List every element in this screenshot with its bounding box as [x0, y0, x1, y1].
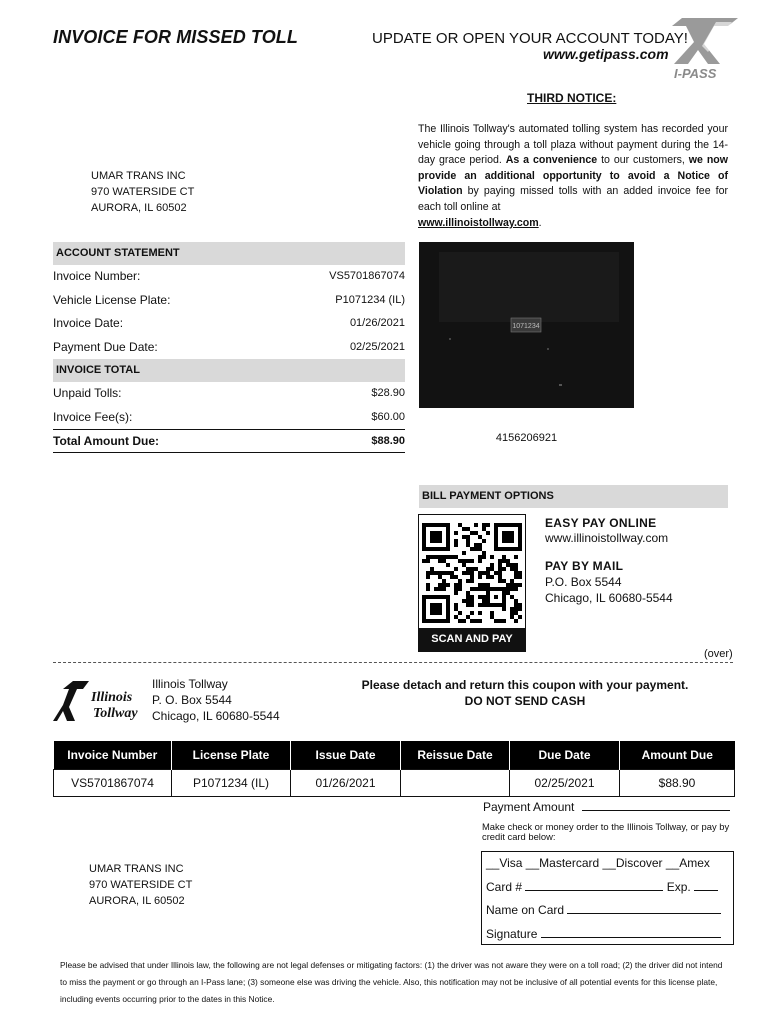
statement-value: VS5701867074: [329, 270, 405, 282]
easy-pay-heading: EASY PAY ONLINE: [545, 516, 657, 530]
qr-code-box[interactable]: [418, 514, 526, 652]
detach-line: [53, 662, 733, 663]
total-amount-due-row: [53, 429, 405, 453]
statement-value: 01/26/2021: [349, 317, 405, 329]
vehicle-photo: [419, 242, 634, 408]
tollway-city: Chicago, IL 60680-5544: [152, 709, 280, 723]
coupon-customer-city: AURORA, IL 60502: [89, 895, 185, 907]
col-invoice-number: Invoice Number: [54, 741, 172, 769]
total-label: Invoice Fee(s):: [53, 409, 133, 424]
customer-address: [91, 168, 194, 216]
photo-id: 4156206921: [495, 432, 558, 444]
ipass-logo-text: I-PASS: [674, 66, 717, 81]
scan-and-pay-label: SCAN AND PAY: [419, 628, 525, 651]
notice-bold-1: As a convenience: [505, 154, 598, 167]
update-account-text: UPDATE OR OPEN YOUR ACCOUNT TODAY!: [372, 30, 688, 47]
total-row: [53, 406, 405, 430]
statement-row: [53, 312, 405, 336]
account-statement: [53, 242, 405, 453]
statement-label: Payment Due Date:: [53, 339, 158, 354]
total-label: Unpaid Tolls:: [53, 386, 122, 400]
plate-text: 1071234: [512, 323, 540, 330]
name-on-card-row[interactable]: [486, 902, 729, 926]
third-notice-heading: THIRD NOTICE:: [527, 91, 617, 105]
signature-label: Signature: [486, 926, 538, 941]
tollway-box: P. O. Box 5544: [152, 693, 232, 707]
payment-amount-line[interactable]: [582, 800, 730, 811]
legal-disclaimer: Please be advised that under Illinois law, the following are not legal defenses or mitigating factors: (1) the driver was not aware they were on a toll road; (2) the driver did not intend to miss the payment or go through an I-Pass lane; (3) someone else was driving the vehicle. Also, this notification may not be inclusive of all potential events for this license plate, including events occurring prior to the dates in this Notice.: [60, 960, 723, 1004]
statement-value: 02/25/2021: [349, 340, 405, 353]
payment-amount-field[interactable]: [483, 800, 730, 814]
col-issue-date: Issue Date: [291, 741, 401, 769]
col-license-plate: License Plate: [172, 741, 291, 769]
pay-by-mail-heading: PAY BY MAIL: [545, 559, 624, 573]
tollway-org: Illinois Tollway: [152, 677, 228, 691]
cell-amount-due: $88.90: [620, 769, 735, 796]
detach-text: Please detach and return this coupon with your payment.: [361, 678, 689, 692]
notice-text-3: by paying missed tolls with an added invoice fee for each toll online at: [418, 185, 729, 213]
getipass-link[interactable]: www.getipass.com: [543, 46, 669, 62]
no-cash-text: DO NOT SEND CASH: [464, 694, 586, 708]
total-value: $28.90: [371, 387, 405, 399]
exp-label: Exp.: [666, 879, 691, 894]
detach-instructions: [330, 677, 720, 709]
tollway-website-link[interactable]: www.illinoistollway.com: [418, 216, 539, 229]
statement-value: P1071234 (IL): [335, 293, 405, 306]
invoice-total-heading: INVOICE TOTAL: [53, 359, 405, 382]
credit-card-box: [481, 851, 734, 945]
coupon-customer-street: 970 WATERSIDE CT: [89, 879, 193, 891]
customer-city: AURORA, IL 60502: [91, 202, 187, 214]
statement-label: Invoice Date:: [53, 316, 124, 330]
cell-issue-date: 01/26/2021: [291, 769, 401, 796]
illinois-tollway-logo: [53, 677, 141, 727]
statement-row: [53, 336, 405, 360]
notice-text-1: The Illinois Tollway's automated tolling system has recorded your vehicle going through a toll plaza without payment during the 14-day grace period.: [418, 123, 728, 167]
payment-amount-label: Payment Amount: [483, 800, 575, 814]
bill-payment-options-heading: BILL PAYMENT OPTIONS: [419, 485, 728, 508]
signature-row[interactable]: [486, 926, 729, 950]
exp-line[interactable]: [694, 880, 718, 891]
coupon-customer-address: [89, 861, 192, 909]
qr-code[interactable]: [422, 518, 522, 628]
invoice-title: INVOICE FOR MISSED TOLL: [53, 27, 298, 47]
signature-line[interactable]: [541, 927, 721, 938]
notice-period: .: [538, 216, 542, 229]
notice-bold-2: we now provide an additional opportunity to avoid a Notice of Violation: [418, 154, 729, 198]
cell-due-date: 02/25/2021: [510, 769, 620, 796]
card-number-row[interactable]: [486, 879, 729, 903]
statement-row: [53, 289, 405, 313]
col-amount-due: Amount Due: [620, 741, 735, 769]
total-row: [53, 382, 405, 406]
table-row: [54, 769, 735, 796]
customer-street: 970 WATERSIDE CT: [91, 186, 195, 198]
coupon-customer-name: UMAR TRANS INC: [89, 863, 184, 875]
card-number-line[interactable]: [525, 880, 663, 891]
customer-name: UMAR TRANS INC: [91, 170, 186, 182]
total-value: $60.00: [371, 410, 405, 423]
vehicle-photo-image: [419, 242, 634, 408]
ipass-logo: [668, 16, 740, 82]
mail-city: Chicago, IL 60680-5544: [545, 591, 673, 605]
over-text: (over): [704, 648, 733, 660]
card-types[interactable]: __Visa __Mastercard __Discover __Amex: [486, 856, 710, 870]
notice-paragraph: [418, 122, 728, 231]
col-due-date: Due Date: [510, 741, 620, 769]
col-reissue-date: Reissue Date: [401, 741, 510, 769]
total-due-value: $88.90: [371, 435, 405, 447]
statement-row: [53, 265, 405, 289]
card-number-label: Card #: [486, 879, 523, 894]
logo-line-2: Tollway: [93, 706, 138, 721]
tollway-address: [152, 676, 280, 724]
cell-license-plate: P1071234 (IL): [172, 769, 291, 796]
statement-label: Vehicle License Plate:: [53, 292, 171, 307]
logo-line-1: Illinois: [91, 690, 133, 705]
name-on-card-line[interactable]: [567, 903, 721, 914]
name-on-card-label: Name on Card: [486, 903, 565, 917]
coupon-invoice-table: [53, 741, 735, 797]
total-due-label: Total Amount Due:: [53, 434, 159, 448]
easy-pay-url[interactable]: www.illinoistollway.com: [545, 531, 669, 545]
cell-reissue-date: [401, 769, 510, 796]
statement-label: Invoice Number:: [53, 269, 141, 283]
notice-text-2: to our customers,: [601, 154, 685, 167]
mail-po-box: P.O. Box 5544: [545, 575, 622, 589]
cell-invoice-number: VS5701867074: [54, 769, 172, 796]
account-statement-heading: ACCOUNT STATEMENT: [53, 242, 405, 265]
table-header-row: [54, 741, 735, 769]
make-check-text: Make check or money order to the Illinois Tollway, or pay by credit card below:: [482, 821, 730, 842]
